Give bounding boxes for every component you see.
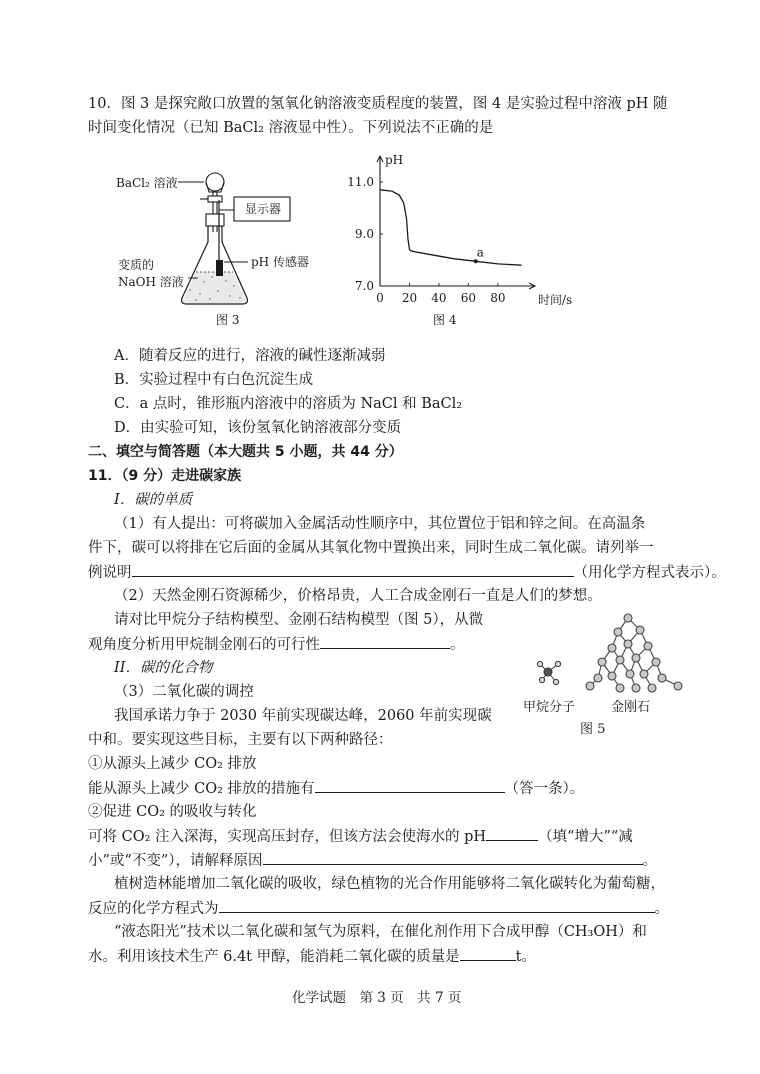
- figure-4-ph-chart: [340, 148, 590, 313]
- q11-p1-line3-pre: 例说明: [88, 565, 132, 581]
- photosynthesis-equation-blank[interactable]: [219, 898, 655, 913]
- q11-p1-line3-post: （用化学方程式表示）。: [573, 565, 726, 581]
- q11-p1-line3: [88, 562, 726, 583]
- q11-liquid-line2-pre: 水。利用该技术生产 6.4t 甲醇，能消耗二氧化碳的质量是: [88, 949, 460, 965]
- q11-p2-line2: 请对比甲烷分子结构模型、金刚石结构模型（图 5），从微: [114, 612, 484, 628]
- fig3-solution-label-1: 变质的: [118, 258, 155, 272]
- methane-model: [537, 661, 560, 684]
- q11-liquid-line2: [88, 946, 536, 967]
- q11-path1: ①从源头上减少 CO₂ 排放: [88, 756, 257, 772]
- q11-deep-sea-line1: [88, 826, 633, 847]
- x-tick-label: 80: [490, 291, 506, 305]
- q10-stem-line2: 时间变化情况（已知 BaCl₂ 溶液显中性）。下列说法不正确的是: [88, 120, 494, 136]
- q11-photo-line2-pre: 反应的化学方程式为: [88, 901, 219, 917]
- x-tick-label: 60: [460, 291, 477, 305]
- co2-mass-answer-blank[interactable]: [460, 946, 516, 961]
- q11-path1-q-pre: 能从源头上减少 CO₂ 排放的措施有: [88, 781, 315, 797]
- y-tick-label: 7.0: [354, 279, 374, 293]
- measure-answer-blank[interactable]: [315, 778, 505, 793]
- fig3-caption: 图 3: [216, 313, 240, 327]
- q11-photo-line1: 植树造林能增加二氧化碳的吸收，绿色植物的光合作用能够将二氧化碳转化为葡萄糖，: [114, 876, 665, 892]
- q11-photo-line2-post: 。: [654, 901, 669, 917]
- point-label-a: a: [476, 245, 484, 260]
- q11-deep-sea-line2-pre: 小”或“不变”），请解释原因: [88, 853, 263, 869]
- fig3-solution-label-2: NaOH 溶液: [118, 275, 184, 289]
- q11-p2-line3-pre: 观角度分析用甲烷制金刚石的可行性: [88, 637, 320, 653]
- x-tick-label: 40: [431, 291, 447, 305]
- q10-option-a: A．随着反应的进行，溶液的碱性逐渐减弱: [114, 348, 386, 364]
- q11-p2-line3: [88, 634, 465, 655]
- q11-part1-title: I．碳的单质: [114, 492, 193, 508]
- y-tick-label: 9.0: [354, 227, 374, 241]
- y-tick-label: 11.0: [347, 175, 374, 189]
- page-footer: 化学试题 第 3 页 共 7 页: [292, 990, 462, 1006]
- q11-part2-title: II．碳的化合物: [114, 660, 213, 676]
- q11-liquid-line2-post: t。: [515, 949, 536, 965]
- x-tick-label: 0: [376, 291, 384, 305]
- x-tick-label: 20: [401, 291, 418, 305]
- diamond-model: [586, 614, 682, 692]
- q11-path1-q-post: （答一条）。: [504, 781, 585, 797]
- q11-title: 11．（9 分）走进碳家族: [88, 468, 242, 484]
- q11-path1-question: [88, 778, 584, 799]
- q11-deep-sea-pre: 可将 CO₂ 注入深海，实现高压封存，但该方法会使海水的 pH: [88, 829, 487, 845]
- q11-deep-sea-line2-post: 。: [642, 853, 657, 869]
- fig4-caption: 图 4: [433, 313, 457, 327]
- y-axis-label: pH: [385, 153, 404, 167]
- q11-p2-line3-post: 。: [450, 637, 465, 653]
- q11-photo-line2: [88, 898, 669, 919]
- ph-curve-series-0: [380, 190, 522, 265]
- q11-p3-line2: 中和。要实现这些目标，主要有以下两种路径：: [88, 732, 393, 748]
- x-axis-label: 时间/s: [538, 293, 573, 307]
- equation-answer-blank-1[interactable]: [132, 562, 574, 577]
- q10-stem-line1: 10．图 3 是探究敞口放置的氢氧化钠溶液变质程度的装置，图 4 是实验过程中溶液 pH 随: [88, 96, 668, 112]
- q11-deep-sea-post: （填“增大”“减: [538, 829, 633, 845]
- fig5-caption: 图 5: [580, 722, 606, 737]
- q11-p3-title: （3）二氧化碳的调控: [114, 684, 254, 700]
- point-a: [474, 259, 478, 263]
- reason-answer-blank[interactable]: [263, 850, 643, 865]
- q10-option-d: D．由实验可知，该份氢氧化钠溶液部分变质: [114, 420, 402, 436]
- q11-path2: ②促进 CO₂ 的吸收与转化: [88, 804, 257, 820]
- q11-liquid-line1: “液态阳光”技术以二氧化碳和氢气为原料，在催化剂作用下合成甲醇（CH₃OH）和: [114, 924, 647, 940]
- fig5-diamond-label: 金刚石: [611, 700, 651, 715]
- fig3-display-label: 显示器: [245, 202, 282, 216]
- fig3-sensor-label: pH 传感器: [251, 255, 309, 269]
- stopper: [206, 214, 224, 226]
- figure-5-molecular-models: [520, 600, 695, 700]
- q10-option-b: B．实验过程中有白色沉淀生成: [114, 372, 314, 388]
- fig3-bacl2-label: BaCl₂ 溶液: [116, 176, 178, 190]
- section-2-title: 二、填空与简答题（本大题共 5 小题，共 44 分）: [88, 444, 403, 460]
- q11-p3-line1: 我国承诺力争于 2030 年前实现碳达峰，2060 年前实现碳: [114, 708, 492, 724]
- ph-change-answer-blank[interactable]: [486, 826, 538, 841]
- feasibility-answer-blank[interactable]: [320, 634, 450, 649]
- fig5-methane-label: 甲烷分子: [523, 700, 576, 715]
- q11-p2-line1: （2）天然金刚石资源稀少，价格昂贵，人工合成金刚石一直是人们的梦想。: [114, 588, 602, 604]
- q10-option-c: C．a 点时，锥形瓶内溶液中的溶质为 NaCl 和 BaCl₂: [114, 396, 463, 412]
- q11-deep-sea-line2: [88, 850, 657, 871]
- q11-p1-line1: （1）有人提出：可将碳加入金属活动性顺序中，其位置位于铝和锌之间。在高温条: [114, 516, 646, 532]
- q11-p1-line2: 件下，碳可以将排在它后面的金属从其氧化物中置换出来，同时生成二氧化碳。请列举一: [88, 540, 654, 556]
